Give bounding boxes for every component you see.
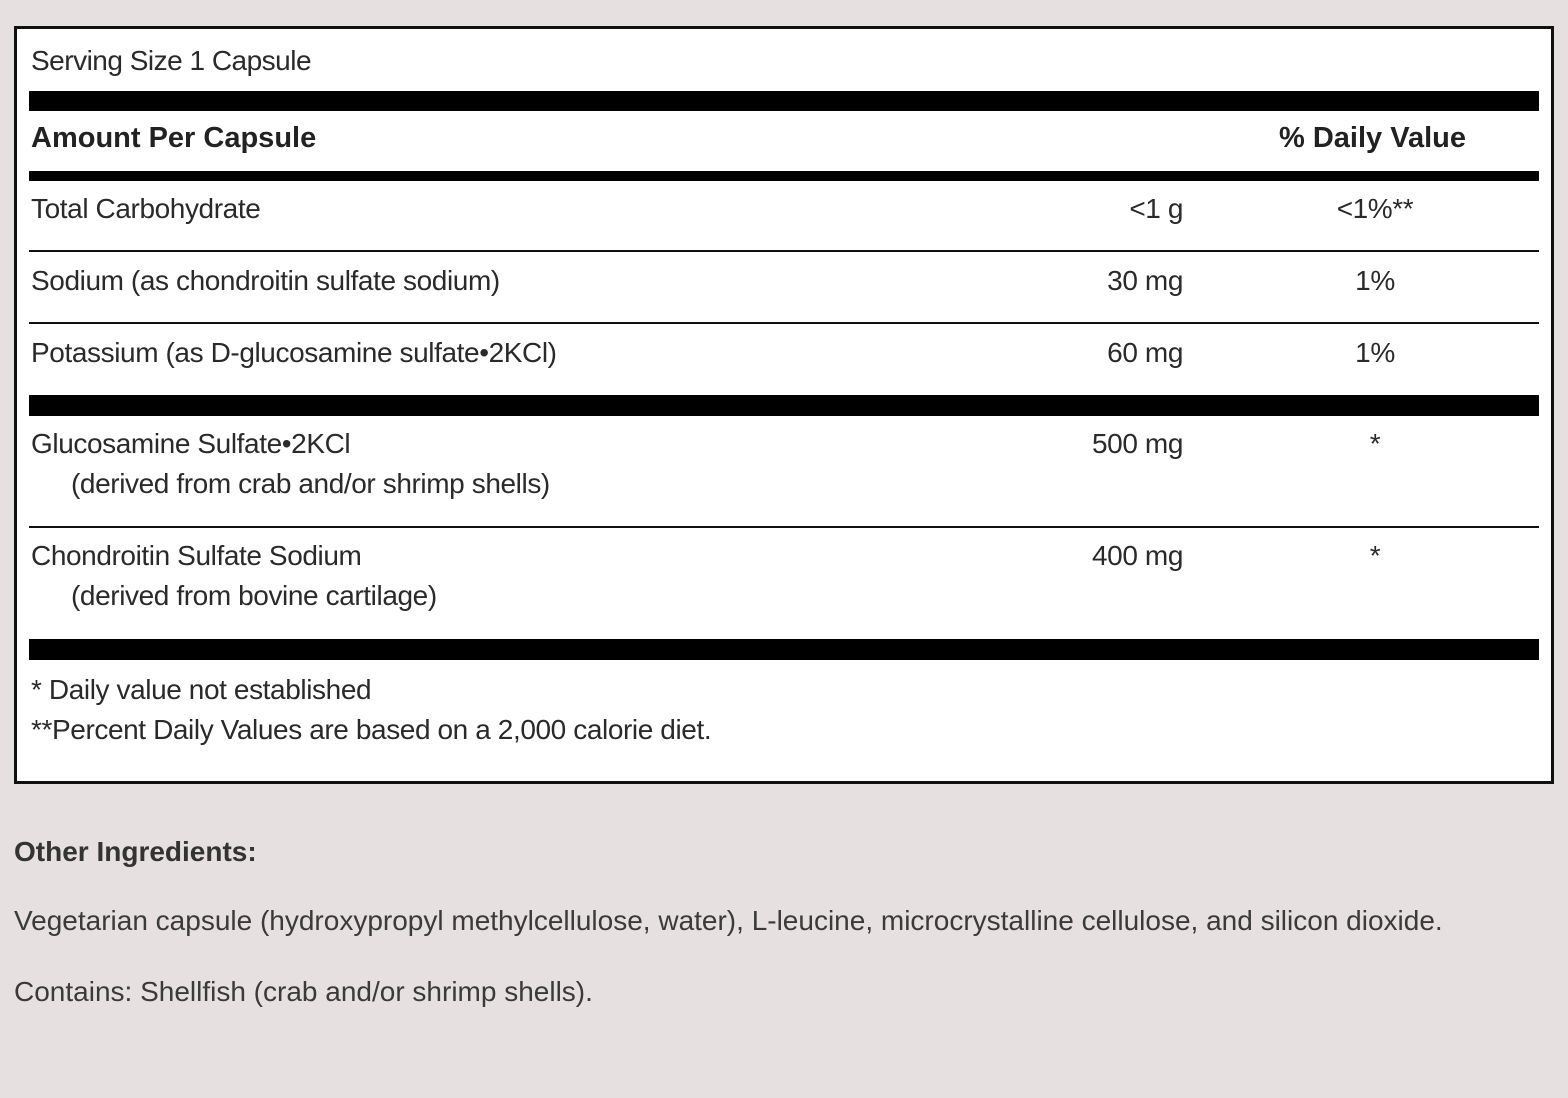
thick-divider	[29, 91, 1539, 111]
nutrient-daily-value: <1%**	[1336, 193, 1414, 224]
row-divider	[29, 526, 1539, 528]
nutrient-amount: <1 g	[1129, 193, 1183, 224]
ingredient-name: Glucosamine Sulfate•2KCl	[31, 428, 351, 459]
footnote-percent-daily: **Percent Daily Values are based on a 2,000 calorie diet.	[31, 714, 712, 745]
footnote-daily-value: * Daily value not established	[31, 674, 372, 705]
ingredient-daily-value: *	[1369, 428, 1381, 459]
thick-divider	[29, 639, 1539, 660]
row-divider	[29, 250, 1539, 252]
nutrient-name: Potassium (as D-glucosamine sulfate•2KCl)	[31, 337, 557, 368]
supplement-facts-panel	[14, 26, 1554, 784]
other-ingredients-text: Vegetarian capsule (hydroxypropyl methylcellulose, water), L-leucine, microcrystalline cellulose, and silicon dioxide.	[14, 905, 1443, 936]
nutrient-daily-value: 1%	[1355, 337, 1395, 368]
ingredient-source: (derived from crab and/or shrimp shells)	[71, 468, 550, 499]
ingredient-amount: 500 mg	[1092, 428, 1183, 459]
thick-divider	[29, 395, 1539, 416]
nutrient-amount: 30 mg	[1107, 265, 1183, 296]
amount-per-capsule-header: Amount Per Capsule	[31, 122, 317, 154]
row-divider	[29, 322, 1539, 324]
nutrient-daily-value: 1%	[1355, 265, 1395, 296]
medium-divider	[29, 171, 1539, 181]
nutrient-amount: 60 mg	[1107, 337, 1183, 368]
ingredient-daily-value: *	[1369, 540, 1381, 571]
ingredient-amount: 400 mg	[1092, 540, 1183, 571]
serving-size: Serving Size 1 Capsule	[31, 45, 312, 76]
allergen-statement: Contains: Shellfish (crab and/or shrimp shells).	[14, 976, 593, 1007]
nutrient-name: Sodium (as chondroitin sulfate sodium)	[31, 265, 500, 296]
other-ingredients-title: Other Ingredients:	[14, 836, 257, 867]
ingredient-source: (derived from bovine cartilage)	[71, 580, 437, 611]
daily-value-header: % Daily Value	[1279, 122, 1466, 154]
nutrient-name: Total Carbohydrate	[31, 193, 261, 224]
ingredient-name: Chondroitin Sulfate Sodium	[31, 540, 362, 571]
